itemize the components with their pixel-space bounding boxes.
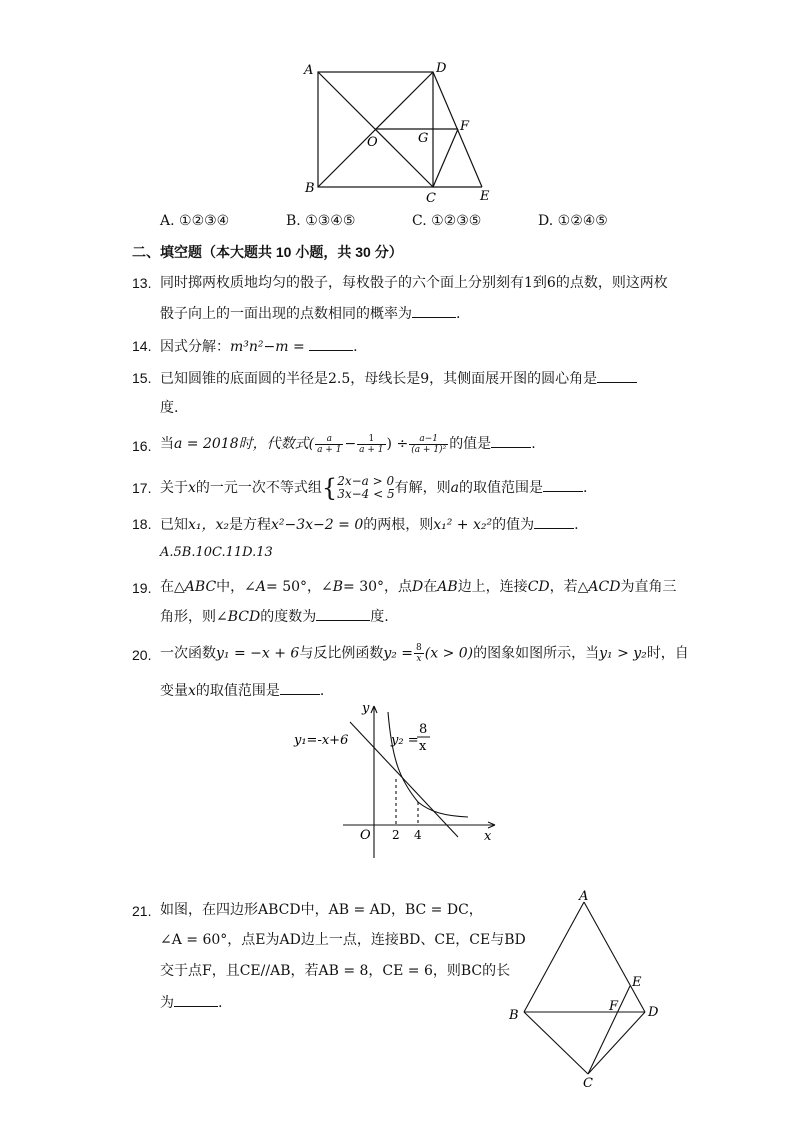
label-f: F bbox=[460, 119, 470, 134]
q21-line4: 为 . bbox=[160, 992, 222, 1013]
quadrilateral-figure bbox=[500, 888, 670, 1093]
q21-line3: 交于点F，且CE//AB，若AB = 8，CE = 6，则BC的长 bbox=[160, 963, 511, 979]
y-axis-label: y bbox=[362, 701, 370, 716]
q14-line: 因式分解：m³n²−m = . bbox=[160, 336, 358, 357]
q21-number: 21. bbox=[132, 903, 152, 919]
q19-line2: 角形，则∠BCD的度数为 度. bbox=[160, 606, 389, 627]
q13-line2: 骰子向上的一面出现的点数相同的概率为 . bbox=[160, 303, 460, 324]
origin-label: O bbox=[360, 828, 371, 843]
q16-number: 16. bbox=[132, 438, 152, 454]
q18-line: 已知x₁，x₂是方程x²−3x−2 = 0的两根，则x₁² + x₂²的值为 . bbox=[160, 514, 579, 535]
q20-number: 20. bbox=[132, 647, 152, 663]
label-b: B bbox=[509, 1008, 519, 1023]
x-axis-label: x bbox=[484, 829, 492, 844]
answer-blank[interactable] bbox=[597, 368, 637, 383]
label-c: C bbox=[583, 1076, 593, 1091]
tick-2: 2 bbox=[392, 828, 400, 842]
q17-line: 关于x的一元一次不等式组{ 2x−a > 0 3x−4 < 5 有解，则a的取值范围是 . bbox=[160, 474, 588, 502]
segment-ad bbox=[584, 902, 645, 1012]
q20-line2: 变量x的取值范围是 . bbox=[160, 680, 324, 701]
answer-blank[interactable] bbox=[491, 433, 531, 448]
q13-line1: 同时掷两枚质地均匀的骰子，每枚骰子的六个面上分别刻有1到6的点数，则这两枚 bbox=[160, 275, 668, 291]
q15-line1: 已知圆锥的底面圆的半径是2.5，母线长是9，其侧面展开图的圆心角是 bbox=[160, 368, 637, 389]
function-graph bbox=[290, 700, 505, 865]
q15-number: 15. bbox=[132, 370, 152, 386]
segment-dc bbox=[588, 1012, 645, 1074]
fraction: $\frac{a-1}{\text{(a + 1)²}}$ bbox=[411, 433, 447, 455]
label-d: D bbox=[648, 1005, 659, 1020]
label-d: D bbox=[436, 61, 447, 76]
q21-line2: ∠A = 60°，点E为AD边上一点，连接BD、CE，CE与BD bbox=[160, 932, 526, 948]
answer-blank[interactable] bbox=[412, 303, 456, 318]
segment-ab bbox=[524, 902, 584, 1012]
choice-b[interactable]: B. ①③④⑤ bbox=[286, 213, 356, 229]
q18-number: 18. bbox=[132, 516, 152, 532]
q16-line: 当a = 2018时，代数式( $\frac{a}{a + 1}$ − $\frac{1}{a + 1}$ ) ÷ $\frac{a-1}{\text{(a + 1)²}}$ 的值是 . bbox=[160, 433, 536, 455]
label-e: E bbox=[480, 189, 490, 204]
label-c: C bbox=[426, 191, 436, 206]
choice-c[interactable]: C. ①②③⑤ bbox=[412, 213, 482, 229]
label-g: G bbox=[418, 131, 429, 146]
answer-blank[interactable] bbox=[280, 680, 320, 695]
y1-label: y₁=-x+6 bbox=[294, 733, 349, 748]
q18-options: A.5B.10C.11D.13 bbox=[160, 545, 273, 560]
y2-denominator: x bbox=[419, 739, 427, 754]
label-a: A bbox=[304, 63, 314, 78]
answer-blank[interactable] bbox=[174, 992, 218, 1007]
label-a: A bbox=[579, 889, 589, 904]
label-e: E bbox=[632, 975, 642, 990]
fraction: $\frac{8}{x}$ bbox=[416, 643, 422, 664]
answer-blank[interactable] bbox=[543, 477, 583, 492]
label-b: B bbox=[305, 181, 315, 196]
choice-a[interactable]: A. ①②③④ bbox=[160, 213, 230, 229]
tick-4: 4 bbox=[414, 828, 422, 842]
choice-d[interactable]: D. ①②④⑤ bbox=[538, 213, 608, 229]
section-title: 二、填空题（本大题共 10 小题，共 30 分） bbox=[132, 244, 403, 260]
q15-line2: 度. bbox=[160, 400, 179, 416]
q19-line1: 在△ABC中，∠A= 50°，∠B= 30°，点D在AB边上，连接CD，若△ACD为直角三 bbox=[160, 579, 677, 595]
square-figure bbox=[300, 60, 500, 210]
curve-y2 bbox=[388, 712, 468, 817]
q20-line1: 一次函数y₁ = −x + 6与反比例函数y₂ = $\frac{8}{x}$ (x > 0)的图象如图所示，当y₁ > y₂时，自 bbox=[160, 643, 689, 664]
segment-bc bbox=[524, 1012, 588, 1074]
q17-number: 17. bbox=[132, 480, 152, 496]
answer-blank[interactable] bbox=[316, 606, 370, 621]
q19-number: 19. bbox=[132, 580, 152, 596]
q13-number: 13. bbox=[132, 275, 152, 291]
label-f: F bbox=[609, 999, 619, 1014]
answer-blank[interactable] bbox=[534, 514, 574, 529]
q21-line1: 如图，在四边形ABCD中，AB = AD，BC = DC， bbox=[160, 902, 483, 918]
y2-numerator: 8 bbox=[419, 722, 428, 737]
inequality-system: 2x−a > 0 3x−4 < 5 bbox=[337, 474, 395, 501]
y2-label: y₂ = bbox=[391, 733, 419, 748]
fraction: $\frac{a}{a + 1}$ bbox=[317, 433, 342, 455]
fraction: $\frac{1}{a + 1}$ bbox=[359, 433, 384, 455]
answer-blank[interactable] bbox=[309, 336, 353, 351]
segment-cf bbox=[433, 129, 458, 187]
q14-number: 14. bbox=[132, 338, 152, 354]
label-o: O bbox=[367, 135, 378, 150]
